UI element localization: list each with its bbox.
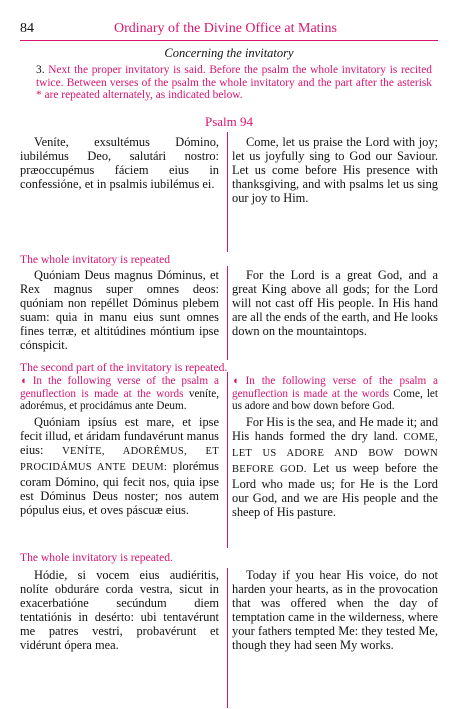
genuflection-mark-icon: ◖ <box>20 375 33 387</box>
genuflection-rubric: ◖ In the following verse of the psalm a genuflection is made at the words veníte, adorémus, et procidámus ante Deum. <box>20 375 219 413</box>
repeat-note: The whole invitatory is repeated <box>20 253 171 266</box>
page <box>20 20 439 653</box>
repeat-note: The second part of the invitatory is repeated. <box>20 361 228 374</box>
column-divider <box>227 266 228 360</box>
column-divider <box>227 132 228 252</box>
rubric-number: 3. <box>36 64 45 76</box>
latin-verse: Veníte, exsultémus Dómino, iubilémus Deo, salutári nostro: præoccupémus fáciem eius in confessióne, et in psalmis iubilémus ei. <box>20 135 219 192</box>
column-divider <box>227 372 228 548</box>
page-number: 84 <box>20 21 34 36</box>
english-verse: Today if you hear His voice, do not harden your hearts, as in the provocation that was offered when the day of temptation came in the wilderness, where your fathers tempted Me: they tested Me, though they had seen My works. <box>232 568 438 653</box>
psalm-title: Psalm 94 <box>204 114 254 129</box>
repeat-note: The whole invitatory is repeated. <box>20 551 173 564</box>
section-subheading: Concerning the invitatory <box>164 46 294 60</box>
column-divider <box>227 568 228 708</box>
latin-verse: Quóniam Deus magnus Dóminus, et Rex magnus super omnes deos: quóniam non repéllet Dóminus plebem suam: quia in manu eius sunt omnes fines terræ, et altitúdines móntium ipse cónspicit. <box>20 268 219 353</box>
english-verse: For the Lord is a great God, and a great King above all gods; for the Lord will not cast off His people. In His hand are all the ends of the earth, and He looks down on the mountaintops. <box>232 268 438 339</box>
rubric-text: Next the proper invitatory is said. Before the psalm the whole invitatory is recited twice. Between verses of the psalm the whole invitatory and the part after the asterisk * are repeated alternately, as indicated below. <box>36 64 432 101</box>
running-title: Ordinary of the Divine Office at Matins <box>114 21 337 36</box>
rubric-paragraph <box>36 64 432 102</box>
latin-verse: ◖ In the following verse of the psalm a genuflection is made at the words veníte, adorémus, et procidámus ante Deum. Quóniam ipsíus est mare, et ipse fecit illud, et áridam fundavérunt manus eius: VENÍTE, ADORÉMUS, ET PROCIDÁMUS ANTE DEUM: plorémus coram Dómino, qui fecit nos, quia ipse est Dóminus Deus noster; nos autem pópulus eius, et oves páscuæ eius. <box>20 375 219 518</box>
genuflection-mark-icon: ◖ <box>232 375 246 387</box>
page-header <box>20 20 438 41</box>
english-verse: ◖ In the following verse of the psalm a genuflection is made at the words Come, let us adore and bow down before God. For His is the sea, and He made it; and His hands formed the dry land. COME, LET US ADORE AND BOW DOWN BEFORE GOD. Let us weep before the Lord who made us; for He is the Lord our God, and we are His people and the sheep of His pasture. <box>232 375 439 520</box>
genuflection-rubric: ◖ In the following verse of the psalm a genuflection is made at the words Come, let us adore and bow down before God. <box>232 375 439 413</box>
english-verse: Come, let us praise the Lord with joy; let us joyfully sing to God our Saviour. Let us come before His presence with thanksgiving, and with psalms let us sing our joy to Him. <box>232 135 438 206</box>
latin-verse: Hódie, si vocem eius audiéritis, nolíte obduráre corda vestra, sicut in exacerbatióne secúndum diem tentatiónis in desérto: ubi tentavérunt me patres vestri, probavérunt et vidérunt ópera mea. <box>20 568 219 653</box>
